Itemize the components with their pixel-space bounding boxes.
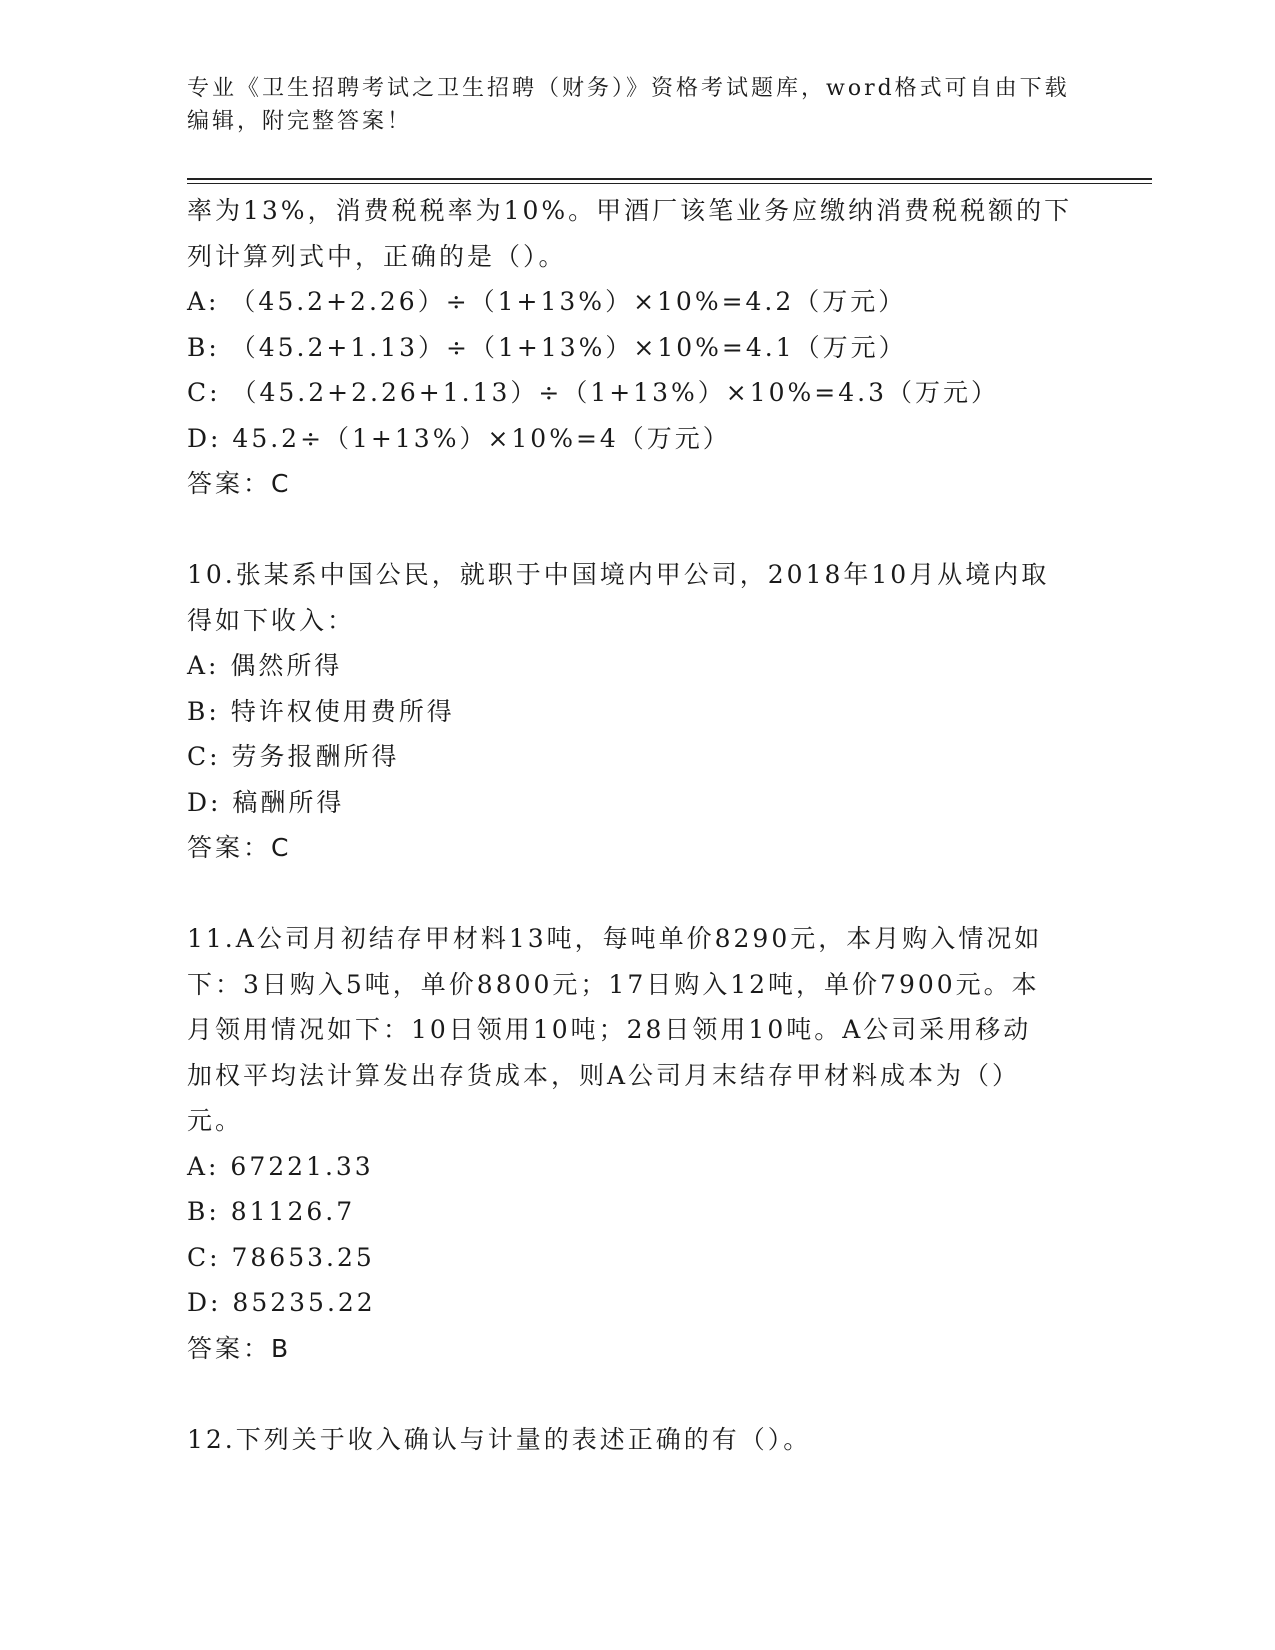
question-stem: 率为13%，消费税税率为10%。甲酒厂该笔业务应缴纳消费税税额的下 bbox=[187, 196, 1073, 225]
question-stem: 月领用情况如下：10日领用10吨；28日领用10吨。A公司采用移动 bbox=[187, 1015, 1032, 1044]
option-a: A: （45.2+2.26）÷（1+13%）×10%=4.2（万元） bbox=[187, 287, 907, 316]
spacer bbox=[187, 871, 1067, 917]
answer-label: 答案：C bbox=[187, 833, 292, 862]
header-line-2: 编辑，附完整答案！ bbox=[187, 109, 413, 134]
option-a: A: 67221.33 bbox=[187, 1151, 374, 1181]
question-10 bbox=[187, 552, 1067, 871]
question-9 bbox=[187, 188, 1073, 507]
spacer bbox=[187, 1371, 1067, 1417]
question-stem: 11.A公司月初结存甲材料13吨，每吨单价8290元，本月购入情况如 bbox=[187, 924, 1043, 953]
document-header bbox=[187, 72, 1070, 138]
option-b: B: （45.2+1.13）÷（1+13%）×10%=4.1（万元） bbox=[187, 332, 907, 362]
header-line-1: 专业《卫生招聘考试之卫生招聘（财务）》资格考试题库，word格式可自由下载 bbox=[187, 76, 1070, 101]
option-a: A: 偶然所得 bbox=[187, 651, 343, 680]
question-12 bbox=[187, 1417, 1067, 1463]
option-b: B: 特许权使用费所得 bbox=[187, 696, 455, 726]
question-stem: 12.下列关于收入确认与计量的表述正确的有（）。 bbox=[187, 1424, 812, 1454]
question-stem: 10.张某系中国公民，就职于中国境内甲公司，2018年10月从境内取 bbox=[187, 560, 1050, 589]
option-c: C: 78653.25 bbox=[187, 1242, 375, 1272]
option-c: C: 劳务报酬所得 bbox=[187, 742, 400, 771]
question-stem: 得如下收入： bbox=[187, 605, 356, 635]
option-d: D: 45.2÷（1+13%）×10%=4（万元） bbox=[187, 423, 731, 453]
option-b: B: 81126.7 bbox=[187, 1197, 356, 1226]
header-divider-thin bbox=[187, 183, 1152, 184]
question-11 bbox=[187, 916, 1067, 1371]
option-d: D: 稿酬所得 bbox=[187, 787, 345, 817]
question-stem: 元。 bbox=[187, 1106, 244, 1135]
option-d: D: 85235.22 bbox=[187, 1288, 376, 1317]
question-stem: 下：3日购入5吨，单价8800元；17日购入12吨，单价7900元。本 bbox=[187, 969, 1040, 999]
question-stem: 加权平均法计算发出存货成本，则A公司月末结存甲材料成本为（） bbox=[187, 1060, 1021, 1090]
answer-label: 答案：B bbox=[187, 1333, 292, 1363]
option-c: C: （45.2+2.26+1.13）÷（1+13%）×10%=4.3（万元） bbox=[187, 378, 999, 407]
spacer bbox=[187, 507, 1067, 553]
answer-label: 答案：C bbox=[187, 469, 292, 498]
header-divider-thick bbox=[187, 178, 1152, 180]
question-content bbox=[187, 188, 1073, 1462]
question-stem: 列计算列式中，正确的是（）。 bbox=[187, 241, 567, 271]
